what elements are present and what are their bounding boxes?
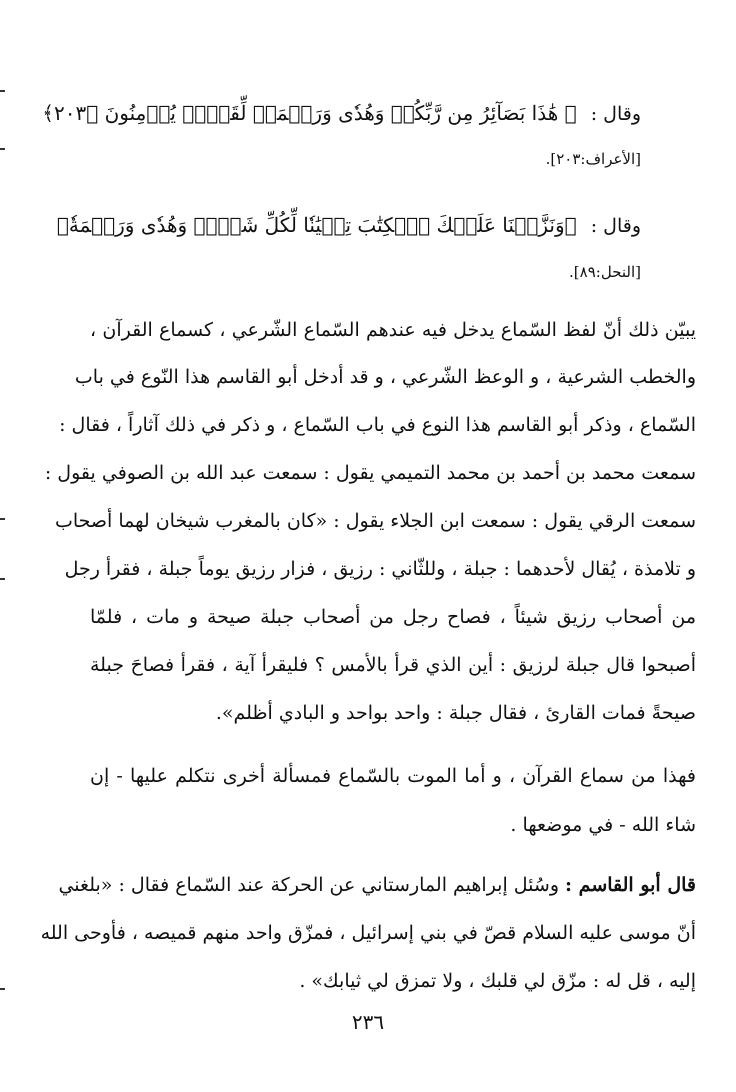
page-number: ٢٣٦: [351, 1010, 385, 1034]
paragraph-line: شاء الله - في موضعها .: [510, 814, 696, 836]
margin-mark: [0, 148, 5, 150]
paragraph-line: و تلامذة ، يُقال لأحدهما : جبلة ، وللثّاني : رزيق ، فزار رزيق يوماً جبلة ، فقرأ رجل: [64, 558, 696, 580]
paragraph-line: سمعت الرقي يقول : سمعت ابن الجلاء يقول : «كان بالمغرب شيخان لهما أصحاب: [54, 510, 696, 532]
paragraph-line: أصبحوا قال جبلة لرزيق : أين الذي قرأ بالأمس ؟ فليقرأ آية ، فقرأ فصاحَ جبلة: [90, 654, 696, 676]
paragraph-line: فهذا من سماع القرآن ، و أما الموت بالسّماع فمسألة أخرى نتكلم عليها - إن: [90, 765, 696, 787]
verse-intro: وقال :: [590, 215, 641, 237]
verse-intro: وقال :: [590, 103, 641, 125]
paragraph-line: أنّ موسى عليه السلام قصّ في بني إسرائيل ، فمزّق واحد منهم قميصه ، فأوحى الله: [40, 922, 696, 944]
paragraph-line: صيحةً فمات القارئ ، فقال جبلة : واحد بواحد و البادي أظلم».: [215, 702, 696, 724]
verse-line-1: [42, 98, 641, 129]
verse-reference: [الأعراف:٢٠٣].: [545, 150, 641, 168]
verse-line-2: [56, 210, 641, 241]
margin-mark: [0, 578, 5, 580]
quran-verse: ﴿ هَٰذَا بَصَآئِرُ مِن رَّبِّكُمۡ وَهُدٗى وَرَحۡمَةٞ لِّقَوۡمٖ يُؤۡمِنُونَ ﴿٢٠٣﴾: [42, 101, 577, 125]
paragraph-line: سمعت محمد بن أحمد بن محمد التميمي يقول : سمعت عبد الله بن الصوفي يقول :: [44, 462, 696, 484]
paragraph-line: يبيّن ذلك أنّ لفظ السّماع يدخل فيه عندهم السّماع الشّرعي ، كسماع القرآن ،: [90, 319, 696, 341]
paragraph-line: [58, 870, 696, 900]
paragraph-line: والخطب الشرعية ، و الوعظ الشّرعي ، و قد أدخل أبو القاسم هذا النّوع في باب: [74, 366, 696, 388]
paragraph-line: السّماع ، وذكر أبو القاسم هذا النوع في باب السّماع ، و ذكر في ذلك آثاراً ، فقال :: [59, 414, 696, 436]
paragraph-line: إليه ، قل له : مزّق لي قلبك ، ولا تمزق لي ثيابك» .: [299, 970, 696, 992]
margin-mark: [0, 518, 5, 520]
quran-verse: ﴿وَنَزَّلۡنَا عَلَيۡكَ ٱلۡكِتَٰبَ تِبۡيَٰنٗا لِّكُلِّ شَيۡءٖ وَهُدٗى وَرَحۡمَةٗ﴾: [56, 213, 577, 237]
verse-reference: [النحل:٨٩].: [569, 263, 641, 281]
margin-mark: [0, 90, 5, 92]
paragraph-text: وسُئل إبراهيم المارستاني عن الحركة عند السّماع فقال : «بلغني: [58, 874, 559, 896]
speaker-name: قال أبو القاسم :: [565, 874, 696, 896]
paragraph-line: من أصحاب رزيق شيئاً ، فصاح رجل من أصحاب جبلة صيحة و مات ، فلمّا: [90, 606, 696, 628]
margin-mark: [0, 988, 5, 990]
